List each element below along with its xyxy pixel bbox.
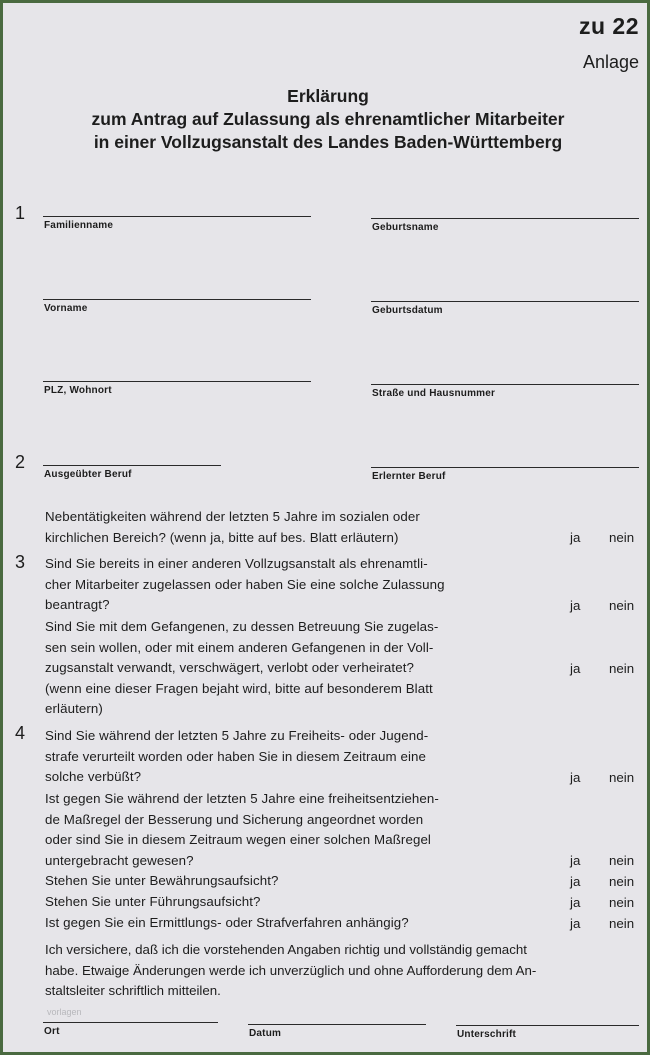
answer-ja-fuehrungsaufsicht[interactable]: ja xyxy=(570,895,581,910)
plz-wohnort-label: PLZ, Wohnort xyxy=(44,385,112,396)
vorname-label: Vorname xyxy=(44,303,88,314)
title-line-1: Erklärung xyxy=(287,86,369,106)
geburtsname-field[interactable] xyxy=(371,218,639,219)
plz-wohnort-field[interactable] xyxy=(43,381,311,382)
question-line: kirchlichen Bereich? (wenn ja, bitte auf bes. Blatt erläutern) xyxy=(45,529,399,545)
unterschrift-label: Unterschrift xyxy=(457,1029,517,1040)
ort-field[interactable] xyxy=(43,1022,218,1023)
question-line: Nebentätigkeiten während der letzten 5 Jahre im sozialen oder xyxy=(45,509,420,524)
answer-nein-fuehrungsaufsicht[interactable]: nein xyxy=(609,895,635,910)
section-number-1: 1 xyxy=(15,203,26,223)
section-number-2: 2 xyxy=(15,452,26,472)
answer-nein-verurteilung[interactable]: nein xyxy=(609,770,635,785)
question-ermittlungsverfahren: Ist gegen Sie ein Ermittlungs- oder Strafverfahren anhängig? xyxy=(45,915,409,930)
strasse-field[interactable] xyxy=(371,384,639,385)
declaration-line: staltsleiter schriftlich mitteilen. xyxy=(45,983,221,998)
answer-ja-andere-anstalt[interactable]: ja xyxy=(570,598,581,613)
title-line-3: in einer Vollzugsanstalt des Landes Baden-Württemberg xyxy=(93,132,563,152)
form-page xyxy=(3,3,647,1052)
datum-label: Datum xyxy=(249,1028,282,1039)
question-verurteilung xyxy=(45,726,537,788)
question-line: (wenn eine dieser Fragen bejaht wird, bitte auf besonderem Blatt xyxy=(45,680,433,696)
erlernter-beruf-field[interactable] xyxy=(371,467,639,468)
declaration-line: habe. Etwaige Änderungen werde ich unverzüglich und ohne Aufforderung dem An- xyxy=(45,962,537,978)
answer-nein-verwandtschaft[interactable]: nein xyxy=(609,661,635,676)
section-number-4: 4 xyxy=(15,723,26,743)
geburtsdatum-label: Geburtsdatum xyxy=(372,305,443,316)
question-line: sen sein wollen, oder mit einem anderen Gefangenen in der Voll- xyxy=(45,639,434,655)
declaration-text xyxy=(45,940,645,1002)
question-nebentaetigkeiten xyxy=(45,507,537,548)
question-massregel xyxy=(45,789,537,871)
datum-field[interactable] xyxy=(248,1024,426,1025)
question-line: untergebracht gewesen? xyxy=(45,852,194,868)
vorname-field[interactable] xyxy=(43,299,311,300)
question-line: oder sind Sie in diesem Zeitraum wegen einer solchen Maßregel xyxy=(45,832,431,847)
question-line: beantragt? xyxy=(45,597,110,612)
strasse-label: Straße und Hausnummer xyxy=(372,388,496,399)
answer-nein-nebentaetigkeiten[interactable]: nein xyxy=(609,530,635,545)
question-line: de Maßregel der Besserung und Sicherung angeordnet worden xyxy=(45,811,424,827)
question-line: Sind Sie während der letzten 5 Jahre zu Freiheits- oder Jugend- xyxy=(45,728,429,743)
answer-ja-nebentaetigkeiten[interactable]: ja xyxy=(570,530,581,545)
answer-nein-ermittlungsverfahren[interactable]: nein xyxy=(609,916,635,931)
watermark: vorlagen xyxy=(47,1007,82,1017)
ausgeuebter-beruf-field[interactable] xyxy=(43,465,221,466)
answer-ja-ermittlungsverfahren[interactable]: ja xyxy=(570,916,581,931)
question-line: zugsanstalt verwandt, verschwägert, verlobt oder verheiratet? xyxy=(45,660,414,675)
answer-nein-bewaehrungsaufsicht[interactable]: nein xyxy=(609,874,635,889)
question-line: erläutern) xyxy=(45,701,103,716)
erlernter-beruf-label: Erlernter Beruf xyxy=(372,471,446,482)
ort-label: Ort xyxy=(44,1026,60,1037)
section-number-3: 3 xyxy=(15,552,26,572)
question-line: Sind Sie mit dem Gefangenen, zu dessen Betreuung Sie zugelas- xyxy=(45,619,439,634)
question-verwandtschaft xyxy=(45,617,537,720)
annex-label: Anlage xyxy=(582,52,639,72)
answer-ja-verurteilung[interactable]: ja xyxy=(570,770,581,785)
geburtsname-label: Geburtsname xyxy=(372,222,439,233)
ausgeuebter-beruf-label: Ausgeübter Beruf xyxy=(44,469,132,480)
answer-nein-andere-anstalt[interactable]: nein xyxy=(609,598,635,613)
question-line: strafe verurteilt worden oder haben Sie in diesem Zeitraum eine xyxy=(45,748,427,764)
answer-nein-massregel[interactable]: nein xyxy=(609,853,635,868)
reference-number: zu 22 xyxy=(578,13,639,39)
question-line: Sind Sie bereits in einer anderen Vollzugsanstalt als ehrenamtli- xyxy=(45,556,428,571)
form-title xyxy=(3,85,650,154)
question-line: cher Mitarbeiter zugelassen oder haben Sie eine solche Zulassung xyxy=(45,576,445,592)
question-bewaehrungsaufsicht: Stehen Sie unter Bewährungsaufsicht? xyxy=(45,873,279,888)
answer-ja-massregel[interactable]: ja xyxy=(570,853,581,868)
familienname-field[interactable] xyxy=(43,216,311,217)
geburtsdatum-field[interactable] xyxy=(371,301,639,302)
declaration-line: Ich versichere, daß ich die vorstehenden Angaben richtig und vollständig gemacht xyxy=(45,942,527,957)
answer-ja-bewaehrungsaufsicht[interactable]: ja xyxy=(570,874,581,889)
question-line: solche verbüßt? xyxy=(45,769,142,784)
title-line-2: zum Antrag auf Zulassung als ehrenamtlicher Mitarbeiter xyxy=(91,109,565,129)
question-line: Ist gegen Sie während der letzten 5 Jahre eine freiheitsentziehen- xyxy=(45,791,439,806)
answer-ja-verwandtschaft[interactable]: ja xyxy=(570,661,581,676)
unterschrift-field[interactable] xyxy=(456,1025,639,1026)
question-andere-anstalt xyxy=(45,554,537,616)
familienname-label: Familienname xyxy=(44,220,114,231)
question-fuehrungsaufsicht: Stehen Sie unter Führungsaufsicht? xyxy=(45,894,261,909)
